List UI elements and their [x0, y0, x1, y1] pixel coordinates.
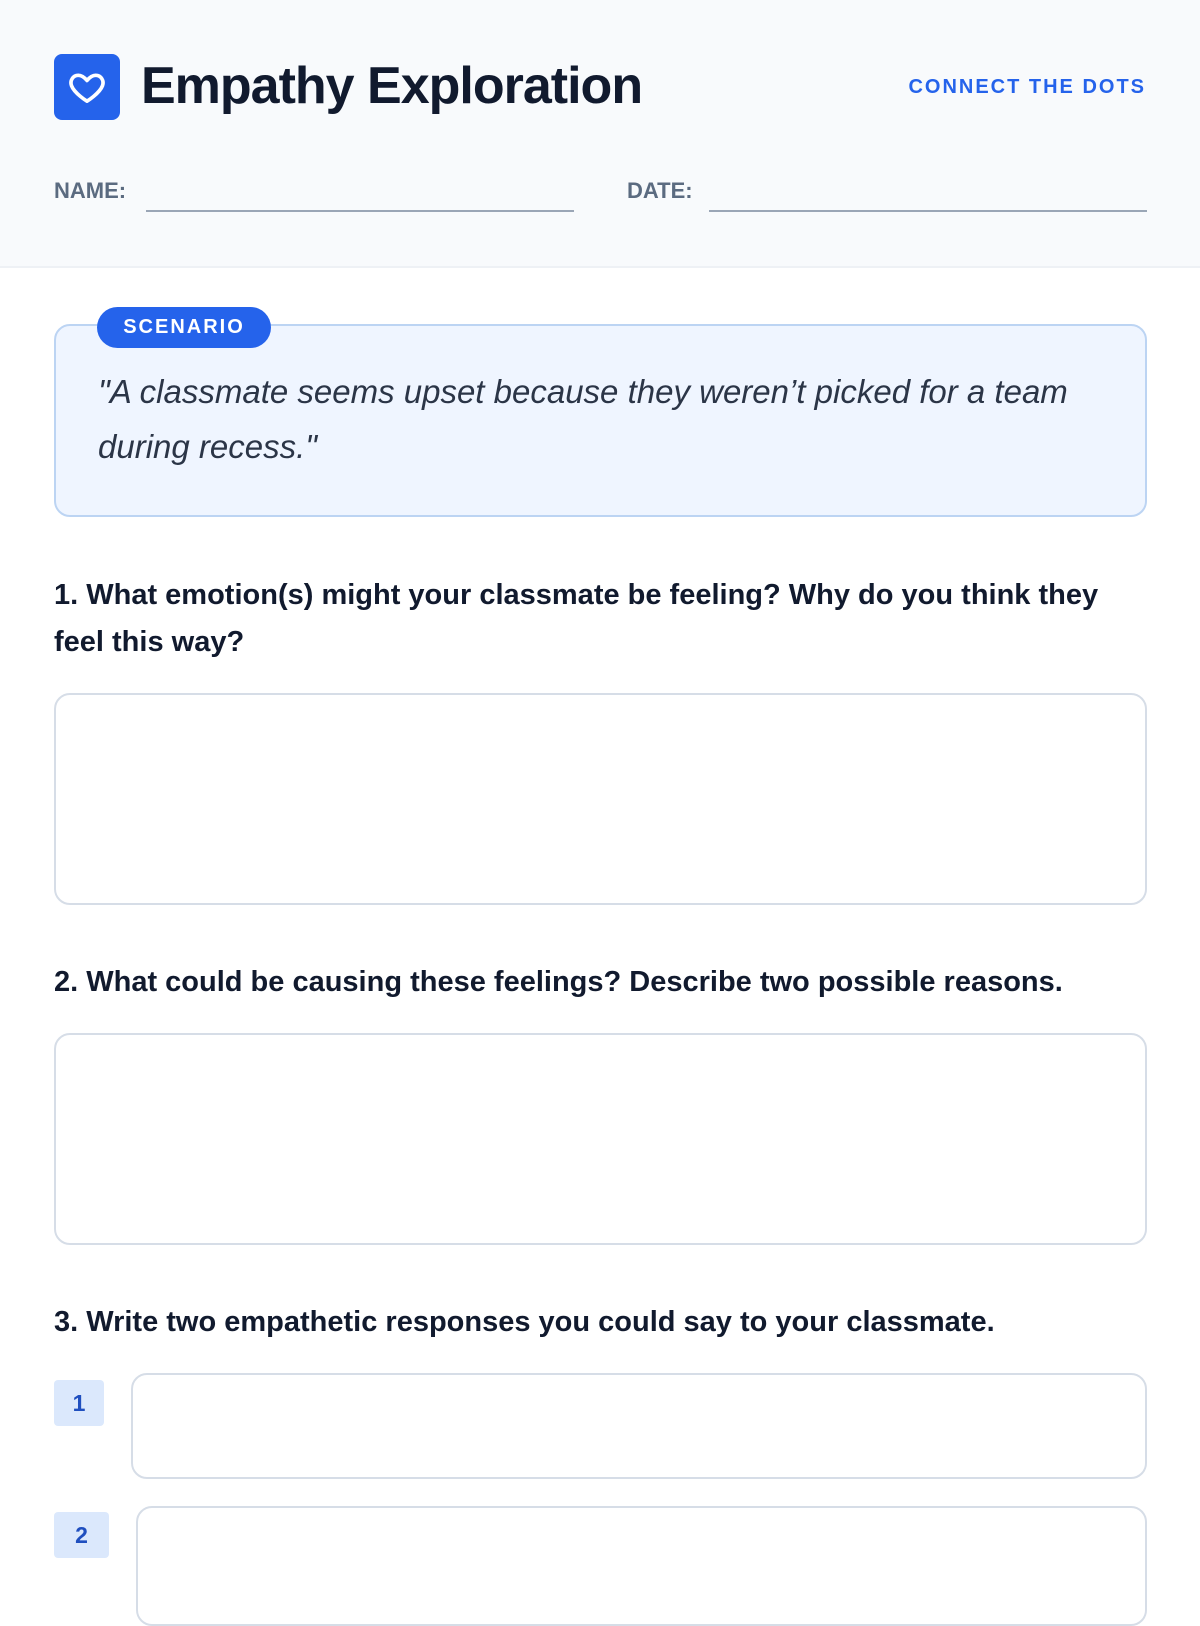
brand-label: CONNECT THE DOTS — [908, 76, 1146, 98]
response-box-1[interactable] — [131, 1373, 1147, 1479]
response-number-1: 1 — [54, 1380, 104, 1426]
answer-box-2[interactable] — [54, 1033, 1147, 1245]
response-number-2: 2 — [54, 1512, 109, 1558]
response-box-2[interactable] — [136, 1506, 1147, 1626]
scenario-text: "A classmate seems upset because they weren’t picked for a team during recess." — [98, 373, 1068, 465]
answer-box-1[interactable] — [54, 693, 1147, 905]
question-2: 2. What could be causing these feelings? Describe two possible reasons. — [54, 966, 1063, 998]
heart-icon — [67, 67, 107, 107]
question-3: 3. Write two empathetic responses you could say to your classmate. — [54, 1306, 995, 1338]
name-label: NAME: — [54, 178, 127, 203]
name-field[interactable] — [146, 210, 574, 212]
scenario-badge: SCENARIO — [97, 307, 271, 348]
page-title: Empathy Exploration — [141, 57, 643, 115]
logo-badge — [54, 54, 120, 120]
worksheet-header — [0, 0, 1200, 268]
question-1: 1. What emotion(s) might your classmate be feeling? Why do you think they feel this way? — [54, 579, 1099, 658]
date-field[interactable] — [709, 210, 1147, 212]
date-label: DATE: — [627, 178, 693, 203]
